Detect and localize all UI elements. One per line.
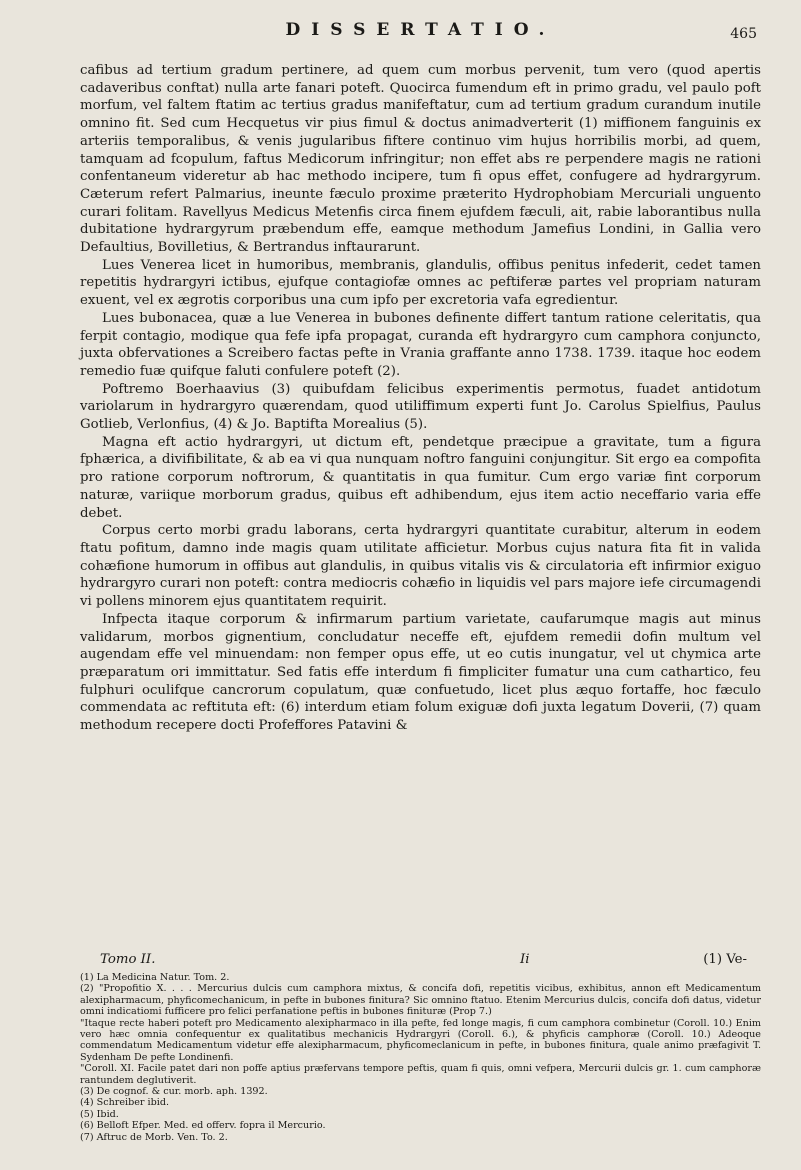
footnote: "Itaque recte haberi poteft pro Medicamento alexipharmaco in illa pefte, fed longe magis, fi cum camphora combinetur (Coroll. 10.) Enim vero hæc omnia confequentur ex qualitatibus mechanicis Hydrargyri (Coroll. 6.), & phyficis camphoræ (Coroll. 10.) Adeoque commendatum Medicamentum videtur effe alexipharmacum, phyficomeclanicum in pefte, in bubones finitura, quale animo præfagivit T. Sydenham De pefte Londinenfi. [80,1017,761,1063]
catchline [80,952,761,970]
body-text [80,62,761,735]
paragraph: cafibus ad tertium gradum pertinere, ad quem cum morbus pervenit, tum vero (quod apertis cadaveribus conftat) nulla arte fanari poteft. Quocirca fumendum eft in primo gradu, vel paulo poft morfum, vel faltem ftatim ac tertius gradus manifeftatur, cum ad tertium gradum curandum inutile omnino fit. Sed cum Hecquetus vir pius fimul & doctus animadverterit (1) miffionem fanguinis ex arteriis temporalibus, & venis jugularibus fiftere continuo vim hujus horribilis morbi, ad quem, tamquam ad fcopulum, faftus Medicorum infringitur; non effet abs re perpendere magis ne rationi confentaneum videretur ab hac methodo incipere, tum fi opus effet, confugere ad hydrargyrum. Cæterum refert Palmarius, ineunte fæculo proxime præterito Hydrophobiam Mercuriali unguento curari folitam. Ravellyus Medicus Metenfis circa finem ejufdem fæculi, ait, rabie laborantibus nulla dubitatione hydrargyrum præbendum effe, eamque methodum Jamefius Londini, in Gallia vero Defaultius, Bovilletius, & Bertrandus inftaurarunt. [80,63,761,256]
paragraph: Corpus certo morbi gradu laborans, certa hydrargyri quantitate curabitur, alterum in eodem ftatu pofitum, damno inde magis quam utilitate afficietur. Morbus cujus natura fita fit in valida cohæfione humorum in offibus aut glandulis, in quibus vitalis vis & circulatoria eft infirmior exiguo hydrargyro curari non poteft: contra mediocris cohæfio in liquidis vel pars majore iefe circumagendi vi pollens minorem ejus quantitatem requirit. [80,523,761,610]
paragraph: Infpecta itaque corporum & infirmarum partium varietate, caufarumque magis aut minus validarum, morbos gignentium, concludatur neceffe eft, ejufdem remedii dofin multum vel augendam effe vel minuendam: non femper opus effe, ut eo cutis inungatur, vel ut chymica arte præparatum ori immittatur. Sed fatis effe interdum fi fimpliciter fumatur una cum cathartico, feu fulphuri oculifque cancrorum copulatum, quæ confuetudo, licet plus æquo fortaffe, hoc fæculo commendata ac reftituta eft: (6) interdum etiam folum exiguæ dofi juxta legatum Doverii, (7) quam methodum recepere docti Profeffores Patavini & [80,611,761,734]
footnote: "Coroll. XI. Facile patet dari non poffe aptius præfervans tempore peftis, quam fi quis, omni vefpera, Mercurii dulcis gr. 1. cum camphoræ rantundem deglutiverit. [80,1063,761,1086]
page-number: 465 [730,26,757,42]
footnote: (1) La Medicina Natur. Tom. 2. [80,972,230,983]
signature-mark: Ii [520,952,530,967]
footnote: (5) Ibid. [80,1108,119,1120]
footnote: (3) De cognof. & cur. morb. aph. 1392. [80,1086,268,1098]
running-title: DISSERTATIO. [285,20,556,40]
paragraph: Lues bubonacea, quæ a lue Venerea in bubones definente differt tantum ratione celeritatis, qua ferpit contagio, modique qua fefe ipfa propagat, curanda eft hydrargyro cum camphora conjuncto, juxta obfervationes a Screibero factas pefte in Vrania graffante anno 1738. 1739. itaque hoc eodem remedio fuæ quifque faluti confulere poteft (2). [80,310,761,379]
paragraph: Lues Venerea licet in humoribus, membranis, glandulis, offibus penitus infederit, cedet tamen repetitis hydrargyri ictibus, ejufque contagiofæ omnes ac peftiferæ partes vel propriam naturam exuent, vel ex ægrotis corporibus una cum ipfo per excretoria vafa egredientur. [80,257,761,309]
running-head [80,6,761,46]
footnote: (4) Schreiber ibid. [80,1097,170,1109]
footnote: (7) Aftruc de Morb. Ven. To. 2. [80,1131,228,1143]
footnote: (2) "Propofitio X. . . . Mercurius dulcis cum camphora mixtus, & concifa dofi, repetitis vicibus, exhibitus, annon eft Medicamentum alexipharmacum, phyficomechanicum, in pefte in bubones finitura? Sic omnino ftatuo. Etenim Mercurius dulcis, concifa dofi datus, videtur omni indicatiomi fufficere pro felici perfanatione peftis in bubones finituræ (Prop 7.) [80,983,761,1018]
catchword: (1) Ve- [703,952,747,967]
footnotes [80,972,761,1143]
volume-label: Tomo II. [100,952,156,967]
paragraph: Magna eft actio hydrargyri, ut dictum eft, pendetque præcipue a gravitate, tum a figura fphærica, a divifibilitate, & ab ea vi qua nunquam noftro fanguini conjungitur. Sit ergo ea compofita pro ratione corporum noftrorum, & quantitatis in qua fumitur. Cum ergo variæ fint corporum naturæ, variique morborum gradus, quibus eft adhibendum, ejus item actio neceffario varia effe debet. [80,434,761,521]
paragraph: Poftremo Boerhaavius (3) quibufdam felicibus experimentis permotus, fuadet antidotum variolarum in hydrargyro quærendam, quod utiliffimum experti funt Jo. Carolus Spielfius, Paulus Gotlieb, Verlonfius, (4) & Jo. Baptifta Morealius (5). [80,381,761,433]
footnote: (6) Belloft Efper. Med. ed offerv. fopra il Mercurio. [80,1120,326,1132]
